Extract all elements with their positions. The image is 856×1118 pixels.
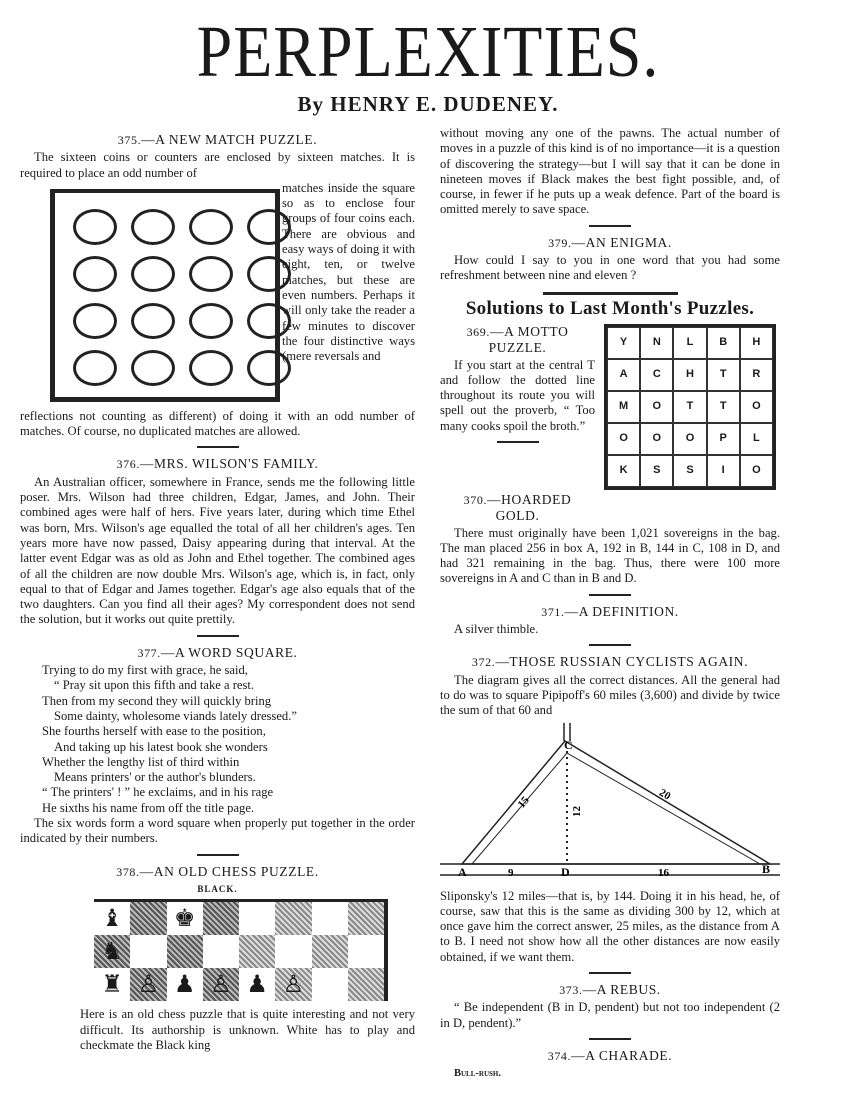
chess-square (348, 902, 384, 935)
chess-square (203, 902, 239, 935)
poem-line: He sixths his name from off the title page. (42, 800, 255, 815)
poem-line: “ The printers' ! ” he exclaims, and in his rage (42, 785, 274, 800)
puzzle-378-body-right: without moving any one of the pawns. The actual number of moves in a puzzle of this kind is of no importance—it is a question of discovering the strategy—but I will say that it can be done in nineteen moves if Black makes the best fight possible, and, of course, in fewer if he puts up a weak defence. Part of the board is omitted merely to save space. (440, 126, 780, 217)
chess-square (130, 902, 166, 935)
solution-373-heading: 373.—A REBUS. (559, 982, 661, 998)
cyclists-triangle-diagram (440, 723, 780, 883)
poem-line: Some dainty, wholesome viands lately dressed.” (54, 708, 297, 723)
solution-370-heading: 370.—HOARDED GOLD. (463, 491, 572, 524)
chess-square (312, 968, 348, 1001)
motto-grid-cell: S (640, 455, 673, 487)
byline: By HENRY E. DUDENEY. (297, 92, 559, 116)
motto-grid-cell: B (707, 327, 740, 359)
puzzle-377-heading: 377.—A WORD SQUARE. (137, 644, 298, 660)
coin-icon (131, 350, 175, 386)
divider (589, 644, 631, 646)
coin-icon (189, 303, 233, 339)
chess-square (312, 902, 348, 935)
motto-grid-cell: H (673, 359, 706, 391)
puzzle-379-body: How could I say to you in one word that you had some refreshment between nine and eleven ? (440, 253, 780, 283)
puzzle-378-heading: 378.—AN OLD CHESS PUZZLE. (116, 863, 319, 879)
puzzle-375-tail: reflections not counting as different) of doing it with an odd number of matches. Of course, no duplicated matches are allowed. (20, 408, 415, 439)
coin-grid (73, 209, 291, 394)
motto-grid-cell: Y (607, 327, 640, 359)
motto-grid-cell: S (673, 455, 706, 487)
motto-grid-cell: O (740, 391, 773, 423)
motto-grid-cell: O (740, 455, 773, 487)
poem-line: Whether the lengthy list of third within (42, 754, 240, 769)
solution-374-body: Bull-rush. (454, 1068, 501, 1080)
motto-grid-cell: N (640, 327, 673, 359)
distance-ac-label: 15 (515, 793, 532, 811)
chess-square (239, 935, 275, 968)
chess-square (275, 902, 311, 935)
solution-369-heading: 369.—A MOTTO PUZZLE. (466, 323, 569, 356)
motto-grid-cell: K (607, 455, 640, 487)
distance-ad-label: 9 (508, 866, 514, 879)
point-a-label: A (458, 864, 467, 879)
solution-372-body-bottom: Sliponsky's 12 miles—that is, by 144. Doing it in his head, he, of course, saw that this is the same as dividing 300 by 12, which at once gave him the correct answer, 25 miles, as the distance from A to B. I need not show how all the other distances are now easily obtained, if we want them. (440, 888, 780, 964)
board-black-label: BLACK. (197, 883, 238, 894)
divider (497, 441, 539, 443)
distance-cb-label: 20 (656, 786, 673, 803)
divider (197, 635, 239, 637)
motto-grid-cell: L (673, 327, 706, 359)
coin-icon (189, 209, 233, 245)
solution-374-heading: 374.—A CHARADE. (547, 1047, 673, 1063)
coin-icon (73, 256, 117, 292)
chess-square (275, 935, 311, 968)
divider (589, 1038, 631, 1040)
coin-icon (131, 209, 175, 245)
coin-icon (73, 350, 117, 386)
coin-icon (131, 303, 175, 339)
distance-cd-label: 12 (571, 805, 583, 817)
chess-square (312, 935, 348, 968)
motto-grid-cell: C (640, 359, 673, 391)
chess-square (348, 935, 384, 968)
motto-grid-cell: I (707, 455, 740, 487)
page-title: PERPLEXITIES. (196, 10, 660, 93)
poem-line: Then from my second they will quickly bring (42, 693, 272, 708)
chess-square: ♚ (173, 905, 196, 932)
word-square-poem (20, 663, 415, 816)
motto-grid-cell: T (707, 391, 740, 423)
chess-square (130, 935, 166, 968)
motto-grid-cell: O (673, 423, 706, 455)
chess-square: ♝ (101, 905, 123, 932)
divider (589, 972, 631, 974)
match-puzzle-block (20, 181, 415, 409)
section-divider (543, 292, 678, 295)
solution-370-block (440, 492, 780, 587)
chess-board (94, 899, 388, 1001)
solution-369-body: If you start at the central T and follow the dotted line throughout its route you will spell out the proverb, “ Too many cooks spoil the broth.” (440, 357, 595, 433)
motto-grid-cell: T (707, 359, 740, 391)
puzzle-376-body: An Australian officer, somewhere in France, sends me the following little poser. Mrs. Wilson had three children, Edgar, James, and John. Their combined ages were half of hers. Five years later, during which time Ethel was born, Mrs. Wilson's age equalled the total of all her children's ages. Ten years more have now passed, Daisy appearing during that interval. At the latter event Edgar was as old as John and Ethel together. The combined ages of all the children are now double Mrs. Wilson's age, which is, in fact, only equal to that of Edgar and James together. Edgar's age also equals that of the two daughters. Can you find all their ages? My correspondent does not send the solution, but it works out quite prettily. (20, 474, 415, 627)
distance-db-label: 16 (658, 866, 669, 879)
divider (589, 594, 631, 596)
puzzle-377-tail: The six words form a word square when properly put together in the order indicated by their numbers. (20, 816, 415, 846)
solution-372-heading: 372.—THOSE RUSSIAN CYCLISTS AGAIN. (471, 654, 749, 670)
chess-square: ♞ (94, 935, 130, 968)
solution-369-block (440, 320, 780, 488)
point-d-label: D (561, 864, 570, 879)
solution-371-heading: 371.—A DEFINITION. (541, 603, 679, 619)
motto-grid-cell: O (640, 391, 673, 423)
poem-line: Means printers' or the author's blunders. (54, 770, 256, 785)
left-column (20, 128, 415, 1053)
chess-square: ♟ (246, 971, 268, 998)
chess-square: ♟ (173, 971, 196, 998)
solution-373-body: “ Be independent (B in D, pendent) but not too independent (2 in D, pendent).” (440, 1000, 780, 1030)
divider (197, 854, 239, 856)
match-puzzle-figure (50, 189, 280, 402)
motto-grid-cell: H (740, 327, 773, 359)
puzzle-375-intro: The sixteen coins or counters are enclosed by sixteen matches. It is required to place an odd number of (20, 150, 415, 180)
coin-icon (131, 256, 175, 292)
chess-square: ♙ (203, 968, 239, 1001)
motto-grid-cell: L (740, 423, 773, 455)
solution-372-body-top: The diagram gives all the correct distances. All the general had to do was to square Pipipoff's 60 miles (3,600) and divide by twice the sum of that 60 and (440, 672, 780, 718)
motto-grid-cell: M (607, 391, 640, 423)
motto-letter-grid (604, 324, 776, 490)
puzzle-378-body-left: Here is an old chess puzzle that is quite interesting and not very difficult. Its authorship is unknown. White has to play and checkmate the Black king (80, 1007, 415, 1052)
chess-square: ♙ (275, 968, 311, 1001)
point-c-label: C (564, 737, 573, 752)
puzzle-375-side-text: matches inside the square so as to enclose four groups of four coins each. There are obvious and easy ways of doing it with eight, ten, or twelve matches, but these are even numbers. Perhaps it will only take the reader a few minutes to discover the four distinctive ways (mere reversals and (282, 180, 415, 364)
point-b-label: B (762, 861, 771, 876)
solution-371-body: A silver thimble. (454, 622, 539, 637)
motto-grid-cell: A (607, 359, 640, 391)
solutions-heading: Solutions to Last Month's Puzzles. (465, 297, 755, 319)
motto-grid-cell: O (607, 423, 640, 455)
chess-square: ♙ (130, 968, 166, 1001)
puzzle-376-heading: 376.—MRS. WILSON'S FAMILY. (116, 456, 319, 472)
motto-grid-cell: P (707, 423, 740, 455)
chess-square (167, 935, 203, 968)
coin-icon (73, 303, 117, 339)
puzzle-379-heading: 379.—AN ENIGMA. (548, 234, 672, 250)
poem-line: And taking up his latest book she wonders (54, 739, 268, 754)
puzzle-375-heading: 375.—A NEW MATCH PUZZLE. (117, 132, 318, 147)
poem-line: She fourths herself with ease to the position, (42, 724, 266, 739)
motto-grid-cell: R (740, 359, 773, 391)
coin-icon (73, 209, 117, 245)
solution-370-body: There must originally have been 1,021 sovereigns in the bag. The man placed 256 in box A, 192 in B, 144 in C, 108 in D, and had 321 remaining in the bag. Thus, there were 100 more sovereigns in A and C than in B and D. (440, 525, 780, 586)
chess-square (348, 968, 384, 1001)
chess-square (239, 902, 275, 935)
right-column (440, 126, 780, 1082)
coin-icon (189, 350, 233, 386)
coin-icon (189, 256, 233, 292)
motto-grid-cell: T (673, 391, 706, 423)
chess-square (203, 935, 239, 968)
poem-line: “ Pray sit upon this fifth and take a rest. (54, 678, 255, 693)
poem-line: Trying to do my first with grace, he said, (42, 663, 248, 678)
divider (197, 446, 239, 448)
chess-square: ♜ (101, 971, 123, 998)
motto-grid-cell: O (640, 423, 673, 455)
divider (589, 225, 631, 227)
